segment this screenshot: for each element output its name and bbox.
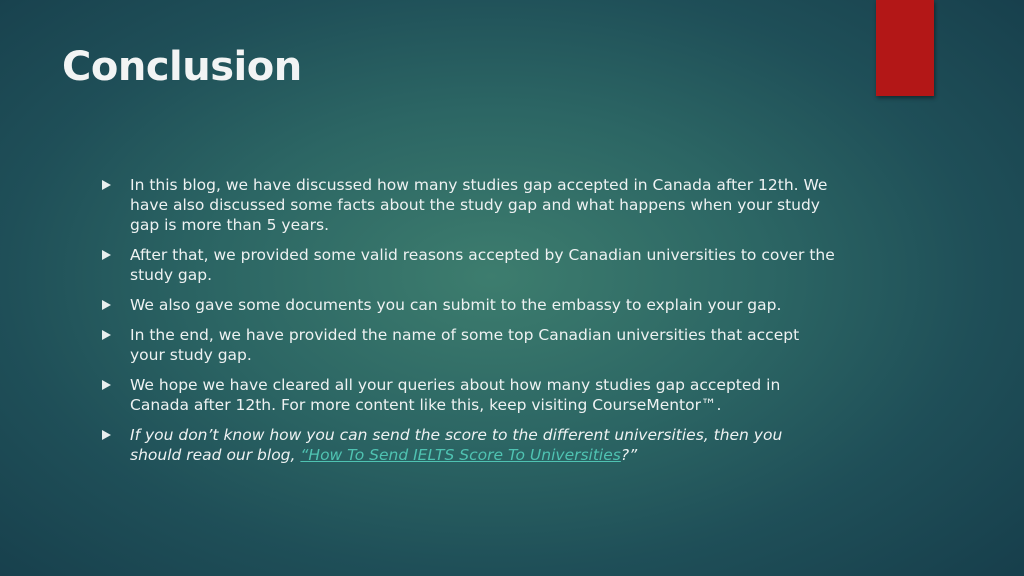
bullet-text-after-link: ?” xyxy=(620,446,638,464)
accent-bar xyxy=(876,0,934,96)
list-item xyxy=(102,325,837,365)
triangle-bullet-icon xyxy=(102,300,111,310)
list-item xyxy=(102,295,837,315)
bullet-text: After that, we provided some valid reasons accepted by Canadian universities to cover the study gap. xyxy=(130,246,835,284)
blog-link[interactable]: “How To Send IELTS Score To Universities xyxy=(300,446,621,464)
triangle-bullet-icon xyxy=(102,250,111,260)
bullet-text-before-link: If you don’t know how you can send the score to the different universities, then you should read our blog, xyxy=(130,426,783,464)
bullet-text: We also gave some documents you can submit to the embassy to explain your gap. xyxy=(130,296,782,314)
triangle-bullet-icon xyxy=(102,180,111,190)
slide-title: Conclusion xyxy=(62,44,302,90)
triangle-bullet-icon xyxy=(102,330,111,340)
bullet-text: We hope we have cleared all your queries about how many studies gap accepted in Canada after 12th. For more content like this, keep visiting CourseMentor™. xyxy=(130,376,781,414)
list-item xyxy=(102,175,837,235)
bullet-text: In this blog, we have discussed how many studies gap accepted in Canada after 12th. We have also discussed some facts about the study gap and what happens when your study gap is more than 5 years. xyxy=(130,176,828,234)
bullet-list xyxy=(102,175,837,475)
bullet-text: In the end, we have provided the name of some top Canadian universities that accept your study gap. xyxy=(130,326,800,364)
bullet-text xyxy=(130,426,782,464)
list-item xyxy=(102,245,837,285)
list-item xyxy=(102,375,837,415)
list-item xyxy=(102,425,837,465)
triangle-bullet-icon xyxy=(102,380,111,390)
triangle-bullet-icon xyxy=(102,430,111,440)
